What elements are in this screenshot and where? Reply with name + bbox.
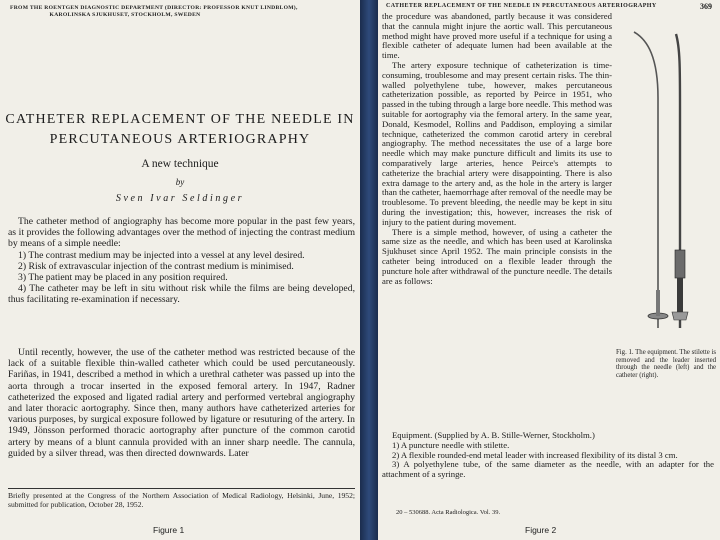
needle-shaft bbox=[656, 290, 660, 316]
article-title-line2: PERCUTANEOUS ARTERIOGRAPHY bbox=[49, 132, 311, 147]
advantage-item: 2) Risk of extravascular injection of the contrast medium is minimised. bbox=[18, 260, 294, 272]
figure-1-label: Figure 1 bbox=[153, 525, 185, 535]
byline-by: by bbox=[175, 177, 185, 187]
equipment-heading: Equipment. (Supplied by A. B. Stille-Werner, Stockholm.) bbox=[392, 430, 595, 440]
article-page-2 bbox=[378, 0, 720, 540]
equipment-section bbox=[382, 431, 714, 480]
department-header-line2: KAROLINSKA SJUKHUSET, STOCKHOLM, SWEDEN bbox=[49, 11, 201, 18]
catheter-equipment-illustration bbox=[618, 28, 714, 344]
column-paragraph: There is a simple method, however, of using a catheter the same size as the needle, and which has been used at Karolinska Sjukhuset since April 1952. The main principle consists in the catheter being introduced on a flexible leader through the puncture hole after withdrawal of the puncture needle. The details are as follows: bbox=[382, 226, 612, 286]
column-paragraph: The artery exposure technique of catheterization is time-consuming, troublesome and may present certain risks. The thin-walled polyethylene tube, however, makes percutaneous catheterization possible, as reported by Peirce in 1951, who passed in the tubing through a large bore needle. This method was suitable for aortography via the femoral artery. In the same year, Donald, Kesmodel, Rollins and Paddison, employing a similar technique, catheterized the common carotid artery in cerebral angiography. The method necessitates the use of a large bore needle which may make puncture difficult and limits its use to comparatively large arteries, hence Peirce's attempts to catheterize the brachial artery were disappointing. There is also extra damage to the artery and, as the hole in the artery is larger than the catheter, haemorrhage after removal of the needle may be troublesome. To prevent bleeding, the needle may be kept in situ during the investigation; this, however, increases the risk of injury to the patient during movement. bbox=[382, 59, 612, 227]
equipment-item: 1) A puncture needle with stilette. bbox=[392, 439, 510, 450]
department-header-line1: FROM THE ROENTGEN DIAGNOSTIC DEPARTMENT (DIRECTOR: PROFESSOR KNUT LINDBLOM), bbox=[10, 5, 298, 11]
catheter-flange bbox=[672, 312, 688, 320]
catheter-adapter bbox=[675, 250, 685, 278]
author-name: Sven Ivar Seldinger bbox=[115, 193, 245, 204]
article-subtitle: A new technique bbox=[141, 158, 219, 170]
leader-wire bbox=[634, 32, 658, 328]
department-header bbox=[10, 5, 355, 18]
article-title bbox=[0, 110, 360, 150]
advantage-item: 3) The patient may be placed in any position required. bbox=[18, 272, 228, 284]
equipment-item: 3) A polyethylene tube, of the same diameter as the needle, with an adapter for the attachment of a syringe. bbox=[382, 459, 714, 480]
footnote: Briefly presented at the Congress of the Northern Association of Medical Radiology, Helsinki, June, 1952; submitted for publication, October 28, 1952. bbox=[8, 488, 355, 509]
advantage-item: 1) The contrast medium may be injected into a vessel at any level desired. bbox=[18, 249, 305, 261]
intro-paragraph bbox=[8, 216, 355, 306]
advantage-item: 4) The catheter may be left in situ without risk while the films are being developed, thus facilitating re-examination if necessary. bbox=[8, 283, 355, 306]
history-paragraph bbox=[8, 347, 355, 459]
running-header: CATHETER REPLACEMENT OF THE NEEDLE IN PERCUTANEOUS ARTERIOGRAPHY bbox=[386, 3, 657, 9]
figure-caption: Fig. 1. The equipment. The stilette is removed and the leader inserted through the needle (left) and the catheter (right). bbox=[616, 349, 716, 379]
main-column bbox=[382, 12, 612, 286]
figure-2-label: Figure 2 bbox=[525, 525, 557, 535]
history-text: Until recently, however, the use of the catheter method was restricted because of the lack of a suitable flexible thin-walled catheter which could be used percutaneously. Fariñas, in 1941, described a method in which a urethral catheter was passed up into the aorta through a trocar inserted in the exposed femoral artery. In 1947, Radner catheterized the exposed and ligated radial artery and performed vertebral angiography and later thoracic aortography. Since then, many authors have catheterized arteries for various purposes, by surgical exposure followed by ligature or resuturing of the artery. In 1949, Jönsson performed thoracic aortography after puncture of the common carotid artery by means of a blunt cannula provided with an inner sharp needle. The cannula, guided by a silver thread, was then directed downwards. Later bbox=[8, 347, 355, 459]
page-number: 369 bbox=[700, 2, 712, 11]
equipment-item: 2) A flexible rounded-end metal leader with increased flexibility of its distal 3 cm. bbox=[392, 449, 678, 460]
slide-background-band bbox=[360, 0, 378, 540]
intro-text: The catheter method of angiography has become more popular in the past few years, as it provides the following advantages over the method of injecting the contrast medium by means of a simple needle: bbox=[8, 216, 355, 250]
article-title-line1: CATHETER REPLACEMENT OF THE NEEDLE IN bbox=[5, 112, 355, 127]
column-paragraph: the procedure was abandoned, partly because it was considered that the cannula might injure the aortic wall. This percutaneous method might have proved more useful if a technique for using a flexible catheter of adequate lumen had been available at the time. bbox=[382, 11, 612, 61]
journal-reference: 20 – 530688. Acta Radiologica. Vol. 39. bbox=[396, 509, 501, 516]
